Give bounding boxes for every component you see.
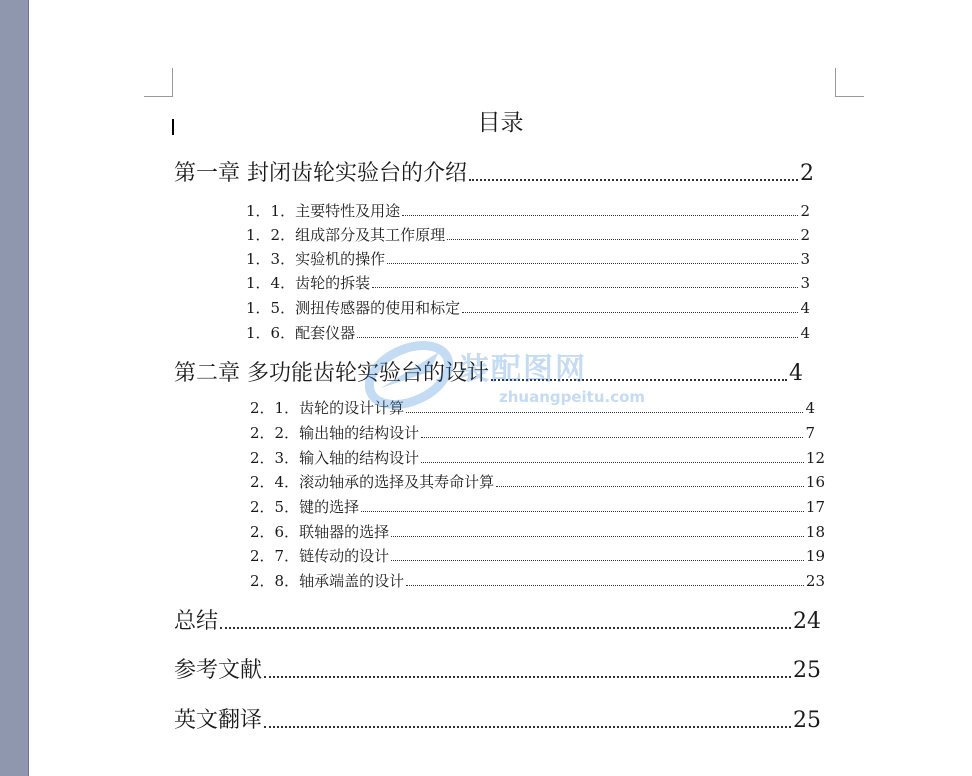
dot-leader: [361, 511, 804, 512]
toc-entry-title: 2．3．输入轴的结构设计: [250, 449, 420, 467]
toc-entry-title: 2．1．齿轮的设计计算: [250, 399, 405, 417]
toc-entry-1-6[interactable]: [246, 323, 810, 343]
toc-entry-title: 参考文献: [174, 658, 263, 683]
toc-entry-1-1[interactable]: [246, 201, 810, 221]
toc-entry-2-3[interactable]: [250, 448, 825, 468]
toc-entry-page: 3: [800, 250, 810, 268]
toc-entry-page: 25: [793, 658, 821, 683]
toc-entry-title: 1．4．齿轮的拆装: [246, 274, 371, 292]
document-page[interactable]: [29, 0, 972, 776]
toc-entry-2-4[interactable]: [250, 472, 825, 492]
toc-entry-2-7[interactable]: [250, 546, 825, 566]
dot-leader: [391, 560, 804, 561]
dot-leader: [220, 627, 791, 629]
toc-entry-page: 4: [800, 299, 810, 317]
dot-leader: [406, 585, 804, 586]
toc-entry-page: 19: [805, 547, 825, 565]
watermark-text: 装配图网: [459, 352, 587, 387]
toc-entry-page: 2: [800, 202, 810, 220]
toc-entry-title: 2．2．输出轴的结构设计: [250, 424, 420, 442]
toc-entry-page: 18: [805, 523, 825, 541]
toc-entry-page: 4: [789, 361, 803, 386]
dot-leader: [372, 287, 798, 288]
toc-entry-1-3[interactable]: [246, 249, 810, 269]
toc-entry-page: 4: [805, 399, 815, 417]
toc-entry-page: 2: [800, 161, 814, 186]
dot-leader: [462, 312, 798, 313]
toc-entry-page: 17: [805, 498, 825, 516]
dot-leader: [421, 437, 803, 438]
toc-entry-page: 3: [800, 274, 810, 292]
toc-entry-title: 2．5．键的选择: [250, 498, 360, 516]
dot-leader: [391, 536, 804, 537]
toc-entry-title: 1．6．配套仪器: [246, 324, 356, 342]
dot-leader: [402, 215, 798, 216]
dot-leader: [447, 239, 798, 240]
toc-entry-1-2[interactable]: [246, 225, 810, 245]
toc-entry-2-5[interactable]: [250, 497, 825, 517]
toc-entry-title: 1．3．实验机的操作: [246, 250, 386, 268]
toc-entry-title: 2．6．联轴器的选择: [250, 523, 390, 541]
toc-entry-page: 25: [793, 708, 821, 733]
toc-entry-title: 英文翻译: [174, 708, 263, 733]
toc-entry-title: 第二章 多功能齿轮实验台的设计: [174, 361, 489, 386]
watermark-subtext: zhuangpeitu.com: [499, 388, 646, 406]
toc-entry-2-2[interactable]: [250, 423, 815, 443]
toc-entry-page: 16: [805, 473, 825, 491]
dot-leader: [264, 676, 791, 678]
toc-entry-page: 7: [805, 424, 815, 442]
toc-entry-2-1[interactable]: [250, 398, 815, 418]
toc-entry-page: 4: [800, 324, 810, 342]
dot-leader: [491, 379, 787, 381]
toc-entry-title: 2．8．轴承端盖的设计: [250, 572, 405, 590]
toc-entry-page: 2: [800, 226, 810, 244]
toc-entry-1-5[interactable]: [246, 298, 810, 318]
dot-leader: [469, 179, 798, 181]
toc-entry-page: 12: [805, 449, 825, 467]
toc-entry-page: 23: [805, 572, 825, 590]
toc-entry-title: 第一章 封闭齿轮实验台的介绍: [174, 161, 467, 186]
toc-title: 目录: [477, 110, 524, 136]
toc-entry-translation[interactable]: [174, 707, 821, 735]
toc-entry-1-4[interactable]: [246, 273, 810, 293]
crop-mark-top-left: [144, 68, 173, 97]
toc-entry-2-8[interactable]: [250, 571, 825, 591]
crop-mark-top-right: [835, 68, 864, 97]
toc-entry-title: 1．5．测扭传感器的使用和标定: [246, 299, 461, 317]
toc-entry-chapter1[interactable]: [174, 160, 814, 188]
toc-entry-title: 2．4．滚动轴承的选择及其寿命计算: [250, 473, 495, 491]
toc-entry-title: 1．2．组成部分及其工作原理: [246, 226, 446, 244]
toc-entry-chapter2[interactable]: [174, 360, 803, 388]
toc-entry-2-6[interactable]: [250, 522, 825, 542]
dot-leader: [406, 412, 803, 413]
toc-entry-title: 总结: [174, 609, 219, 634]
dot-leader: [496, 486, 804, 487]
toc-entry-summary[interactable]: [174, 608, 821, 636]
toc-entry-page: 24: [793, 609, 821, 634]
dot-leader: [357, 337, 798, 338]
toc-entry-references[interactable]: [174, 657, 821, 685]
toc-entry-title: 1．1．主要特性及用途: [246, 202, 401, 220]
dot-leader: [421, 462, 804, 463]
toc-entry-title: 2．7．链传动的设计: [250, 547, 390, 565]
ruler-strip: [0, 0, 29, 776]
dot-leader: [264, 726, 791, 728]
dot-leader: [387, 263, 798, 264]
